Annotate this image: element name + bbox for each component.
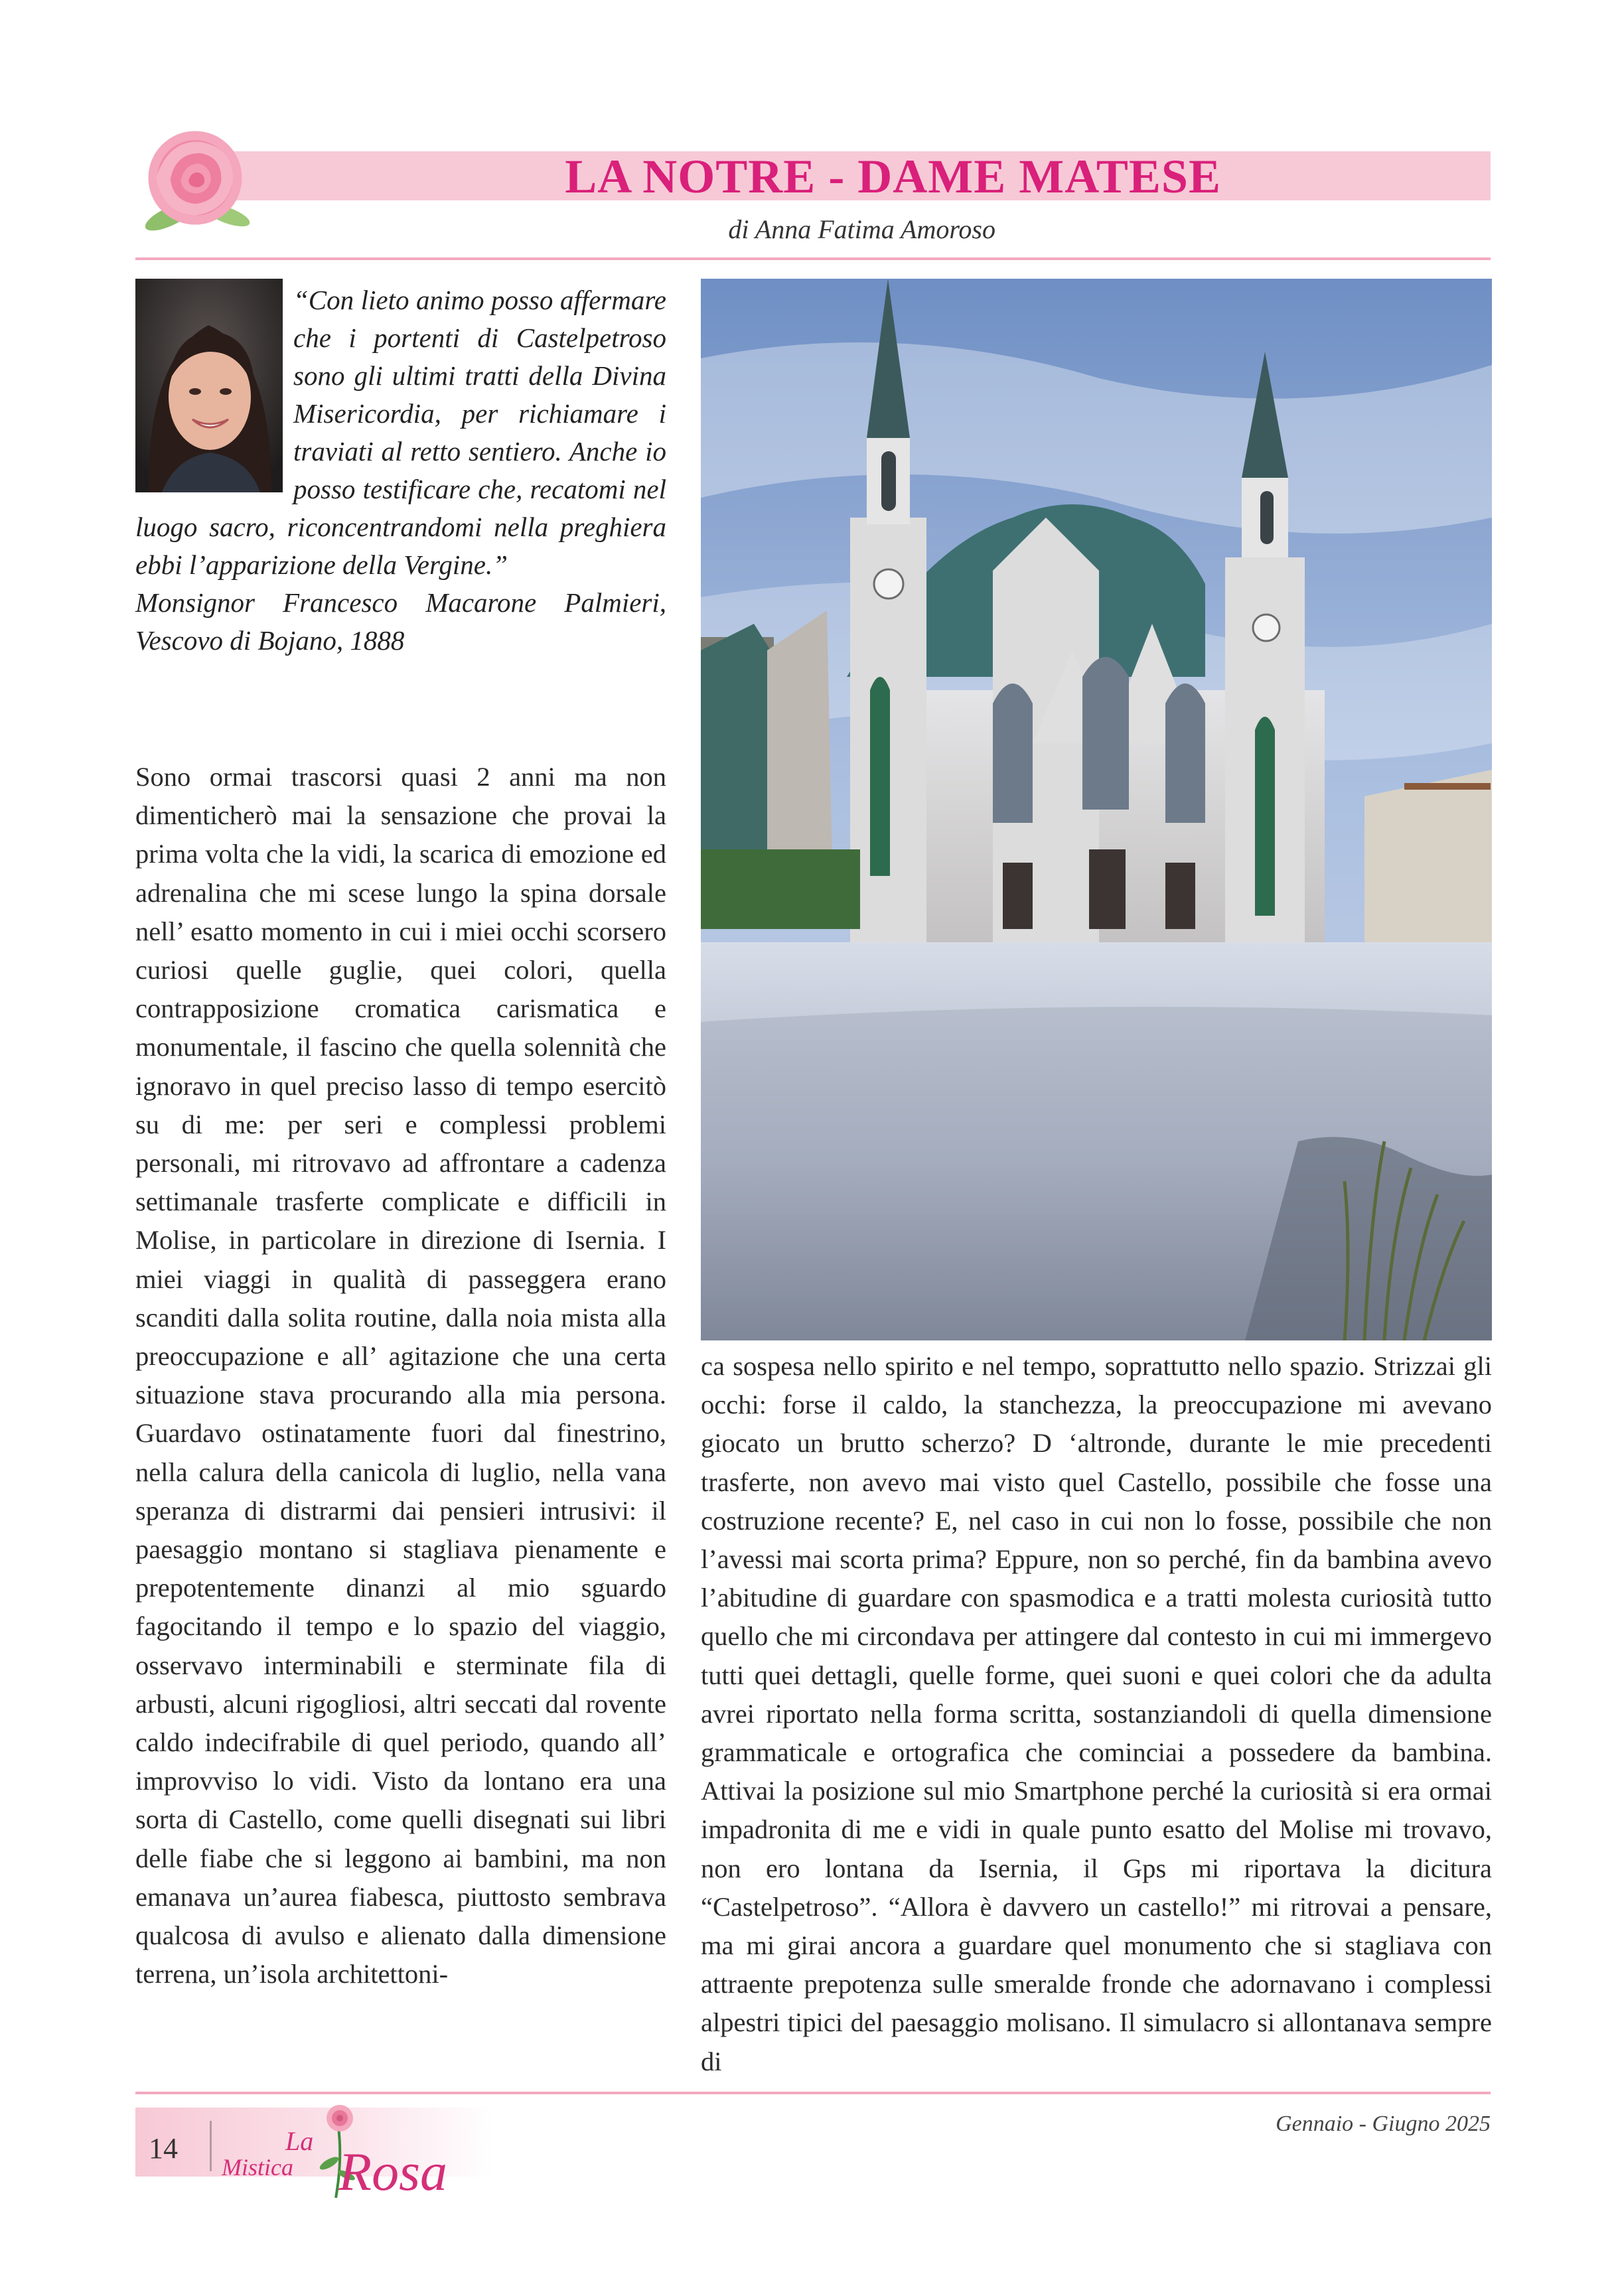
page-title: LA NOTRE - DAME MATESE <box>565 150 1221 203</box>
article-body-left: Sono ormai trascorsi quasi 2 anni ma non dimenticherò mai la sensazione che provai la prima volta che la vidi, la scarica di emozione ed adrenalina che mi scese lungo la spina dorsale nell’ esatto momento in cui i miei occhi scorsero curiosi quelle guglie, quei colori, quella contrapposizione cromatica carismatica e monumentale, il fascino che quella solennità che ignoravo in quel preciso lasso di tempo esercitò su di me: per seri e complessi problemi personali, mi ritrovavo ad affrontare a cadenza settimanale trasferte complicate e difficili in Molise, in particolare in direzione di Isernia. I miei viaggi in qualità di passeggera erano scanditi dalla solita routine, dalla noia mista alla preoccupazione e all’ agitazione che una certa situazione stava procurando alla mia persona. Guardavo ostinatamente fuori dal finestrino, nella calura della canicola di luglio, nella vana speranza di distrarmi dai pensieri intrusivi: il paesaggio montano si stagliava pienamente e prepotentemente dinanzi al mio sguardo fagocitando il tempo e lo spazio del viaggio, osservavo interminabili e sterminate fila di arbusti, alcuni rigogliosi, altri seccati dal rovente caldo indecifrabile di quel periodo, quando all’ improvviso lo vidi. Visto da lontano era una sorta di Castello, come quelli disegnati sui libri delle fiabe che si leggono ai bambini, ma non emanava un’aurea fiabesca, piuttosto sembrava qualcosa di avulso e alienato dalla dimensione terrena, un’isola architettoni- <box>135 762 666 1989</box>
issue-date: Gennaio - Giugno 2025 <box>1276 2112 1491 2136</box>
header-divider <box>135 257 1491 260</box>
quote-attribution: Monsignor Francesco Macarone Palmieri, Vescovo di Bojano, 1888 <box>135 587 666 656</box>
opening-quote <box>135 281 666 660</box>
quote-photo-spacer <box>135 281 293 495</box>
page-number: 14 <box>149 2132 178 2165</box>
footer-divider <box>135 2092 1491 2094</box>
logo-text-la: La <box>285 2126 314 2156</box>
logo-text-rosa: Rosa <box>338 2141 447 2200</box>
article-body-right: ca sospesa nello spirito e nel tempo, soprattutto nello spazio. Strizzai gli occhi: forse il caldo, la stanchezza, la preoccupazione mi avevano giocato un brutto scherzo? D ‘altronde, durante le mie precedenti trasferte, non avevo mai visto quel Castello, possibile che fosse una costruzione recente? E, nel caso in cui non lo fosse, possibile che non l’avessi mai scorta prima? Eppure, non so perché, fin da bambina avevo l’abitudine di guardare con spasmodica e a tratti molesta curiosità tutto quello che mi circondava per attingere dal contesto in cui mi immergevo tutti quei dettagli, quelle forme, quei suoni e quei colori che da adulta avrei riportato nella forma scritta, sostanziandoli di quella dimensione grammaticale e ortografica che cominciai a possedere da bambina. Attivai la posizione sul mio Smartphone perché la curiosità si era ormai impadronita di me e vidi in quale punto esatto del Molise mi trovavo, non ero lontana da Isernia, il Gps mi riportava la dicitura “Castelpetroso”. “Allora è davvero un castello!” mi ritrovai a pensare, ma mi girai ancora a guardare quel monumento che si stagliava con attraente prepotenza sulle smeralde fronde che adornavano i complessi alpestri tipici del paesaggio molisano. Il simulacro si allontanava sempre di <box>701 1351 1492 2076</box>
quote-text: “Con lieto animo posso affermare che i portenti di Castelpetroso sono gli ultimi tratti della Divina Misericordia, per richiamare i traviati al retto sentiero. Anche io posso testificare che, recatomi nel luogo sacro, riconcentrandomi nella preghiera ebbi l’apparizione della Vergine.” <box>135 285 666 580</box>
author-byline: di Anna Fatima Amoroso <box>728 214 995 244</box>
magazine-logo <box>212 2101 491 2200</box>
cathedral-photo <box>701 279 1492 1340</box>
logo-text-mistica: Mistica <box>222 2154 293 2181</box>
page-number-divider <box>210 2121 212 2171</box>
